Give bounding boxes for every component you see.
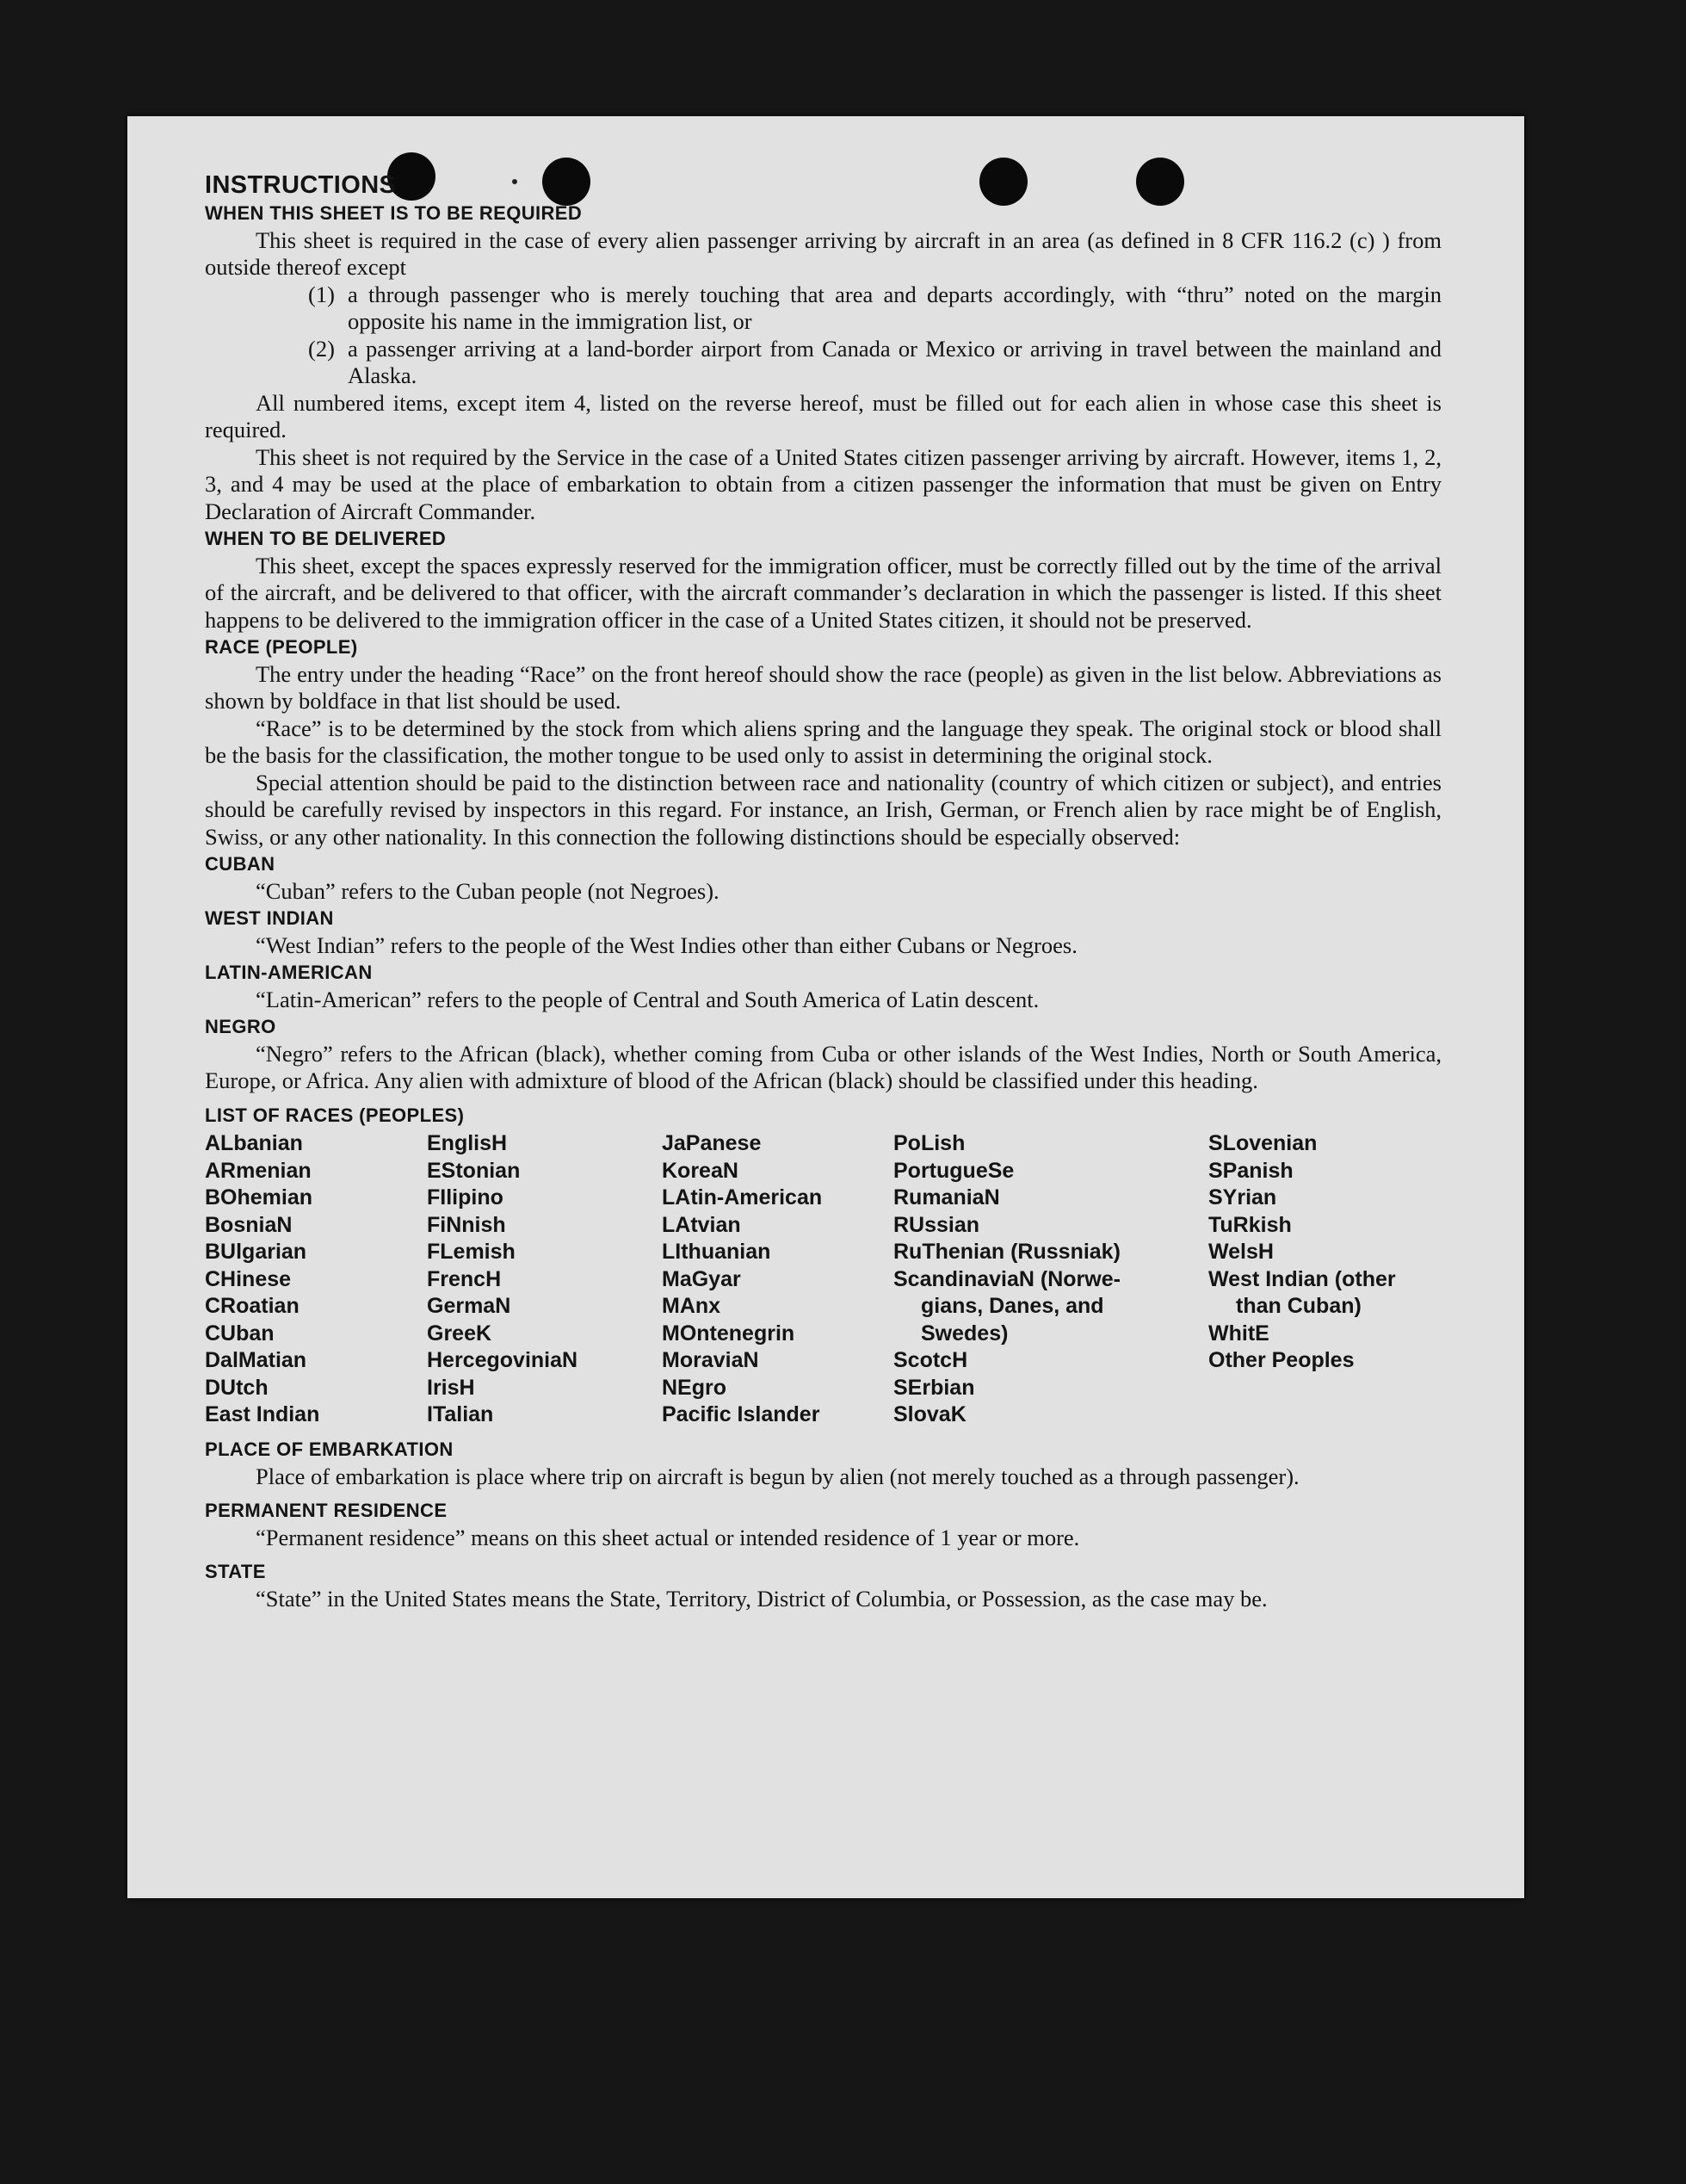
section-heading-state: STATE xyxy=(205,1561,266,1582)
race-entry: RUssian xyxy=(893,1212,980,1237)
section-heading-latin-american: LATIN-AMERICAN xyxy=(205,962,373,983)
race-entry: KoreaN xyxy=(662,1158,738,1183)
race-entry: West Indian (other xyxy=(1208,1266,1396,1291)
race-entry: BUlgarian xyxy=(205,1240,307,1264)
race-entry: NEgro xyxy=(662,1375,726,1400)
paragraph: The entry under the heading “Race” on the front hereof should show the race (people) as given in the list below. Abbreviations as shown by boldface in that list should be used. xyxy=(205,660,1442,714)
race-entry: MAnx xyxy=(662,1294,721,1318)
race-entry: FLemish xyxy=(427,1240,516,1264)
item-number: (2) xyxy=(308,335,335,362)
race-entry: SPanish xyxy=(1208,1158,1294,1183)
race-entry: Other Peoples xyxy=(1208,1348,1355,1372)
race-entry: PoLish xyxy=(893,1131,966,1155)
race-entry: EStonian xyxy=(427,1158,521,1183)
race-column xyxy=(662,1130,822,1429)
section-heading-when-delivered: WHEN TO BE DELIVERED xyxy=(205,528,447,549)
definition: “State” in the United States means the State, Territory, District of Columbia, or Possession, as the case may be. xyxy=(256,1585,1268,1612)
race-entry: ScandinaviaN (Norwe- xyxy=(893,1266,1121,1291)
race-column xyxy=(893,1130,1121,1429)
definition: “West Indian” refers to the people of the West Indies other than either Cubans or Negroes. xyxy=(256,931,1078,958)
race-entry: MOntenegrin xyxy=(662,1321,795,1346)
exception-item xyxy=(205,282,1442,336)
section-heading-west-indian: WEST INDIAN xyxy=(205,907,334,929)
race-entry: LIthuanian xyxy=(662,1240,771,1264)
race-entry: TuRkish xyxy=(1208,1212,1292,1237)
item-number: (1) xyxy=(308,281,335,307)
definition: Place of embarkation is place where trip on aircraft is begun by alien (not merely touched as a through passenger). xyxy=(256,1463,1300,1489)
definition: “Cuban” refers to the Cuban people (not Negroes). xyxy=(256,877,719,904)
paragraph: All numbered items, except item 4, listed on the reverse hereof, must be filled out for each alien in whose case this sheet is required. xyxy=(205,389,1442,442)
page-title: INSTRUCTIONS xyxy=(205,171,397,199)
race-column xyxy=(1208,1130,1396,1375)
race-column xyxy=(427,1130,577,1429)
section-heading-cuban: CUBAN xyxy=(205,853,275,875)
race-entry: SYrian xyxy=(1208,1185,1277,1210)
race-entry: CRoatian xyxy=(205,1294,300,1318)
race-entry: Pacific Islander xyxy=(662,1402,820,1426)
race-entry: gians, Danes, and xyxy=(921,1294,1104,1318)
race-entry: SlovaK xyxy=(893,1402,967,1426)
race-entry: ALbanian xyxy=(205,1131,303,1155)
race-entry: CUban xyxy=(205,1321,275,1346)
race-entry: DalMatian xyxy=(205,1348,307,1372)
section-heading-negro: NEGRO xyxy=(205,1016,276,1037)
race-entry: WhitE xyxy=(1208,1321,1269,1346)
paragraph: Special attention should be paid to the distinction between race and nationality (country of which citizen or subject), and entries should be carefully revised by inspectors in this regard. For instance, an Irish, German, or French alien by race might be of English, Swiss, or any other nationality. In this connection the following distinctions should be especially observed: xyxy=(205,769,1442,850)
section-heading-residence: PERMANENT RESIDENCE xyxy=(205,1500,448,1521)
race-entry: BOhemian xyxy=(205,1185,313,1210)
race-entry: SLovenian xyxy=(1208,1131,1318,1155)
race-entry: RuThenian (Russniak) xyxy=(893,1240,1121,1264)
section-heading-when-required: WHEN THIS SHEET IS TO BE REQUIRED xyxy=(205,202,583,224)
document-sheet xyxy=(127,116,1524,1898)
paragraph: This sheet is not required by the Service in the case of a United States citizen passenger arriving by aircraft. However, items 1, 2, 3, and 4 may be used at the place of embarkation to obtain from a citizen passenger the information that must be given on Entry Declaration of Aircraft Commander. xyxy=(205,443,1442,524)
race-entry: DUtch xyxy=(205,1375,269,1400)
paragraph: This sheet is required in the case of every alien passenger arriving by aircraft in an area (as defined in 8 CFR 116.2 (c) ) from outside thereof except xyxy=(205,226,1442,280)
section-heading-list-of-races: LIST OF RACES (PEOPLES) xyxy=(205,1104,465,1126)
race-entry: GermaN xyxy=(427,1294,511,1318)
race-entry: ARmenian xyxy=(205,1158,312,1183)
section-heading-embarkation: PLACE OF EMBARKATION xyxy=(205,1438,454,1460)
race-entry: FIlipino xyxy=(427,1185,503,1210)
definition: “Negro” refers to the African (black), whether coming from Cuba or other islands of the West Indies, North or South America, Europe, or Africa. Any alien with admixture of blood of the African (black) should be classified under this heading. xyxy=(205,1040,1442,1093)
race-entry: Swedes) xyxy=(921,1321,1009,1346)
race-entry: HercegoviniaN xyxy=(427,1348,578,1372)
race-entry: ITalian xyxy=(427,1402,494,1426)
race-entry: East Indian xyxy=(205,1402,320,1426)
race-entry: IrisH xyxy=(427,1375,475,1400)
race-entry: BosniaN xyxy=(205,1212,293,1237)
paragraph: This sheet, except the spaces expressly reserved for the immigration officer, must be correctly filled out by the time of the arrival of the aircraft, and be delivered to that officer, with the aircraft commander’s declaration in which the passenger is listed. If this sheet happens to be delivered to the immigration officer in the case of a United States citizen, it should not be preserved. xyxy=(205,552,1442,633)
exception-item xyxy=(205,336,1442,390)
item-text: a passenger arriving at a land-border airport from Canada or Mexico or arriving in travel between the mainland and Alaska. xyxy=(348,335,1442,388)
race-entry: FiNnish xyxy=(427,1212,506,1237)
race-entry: CHinese xyxy=(205,1266,292,1291)
item-text: a through passenger who is merely touching that area and departs accordingly, with “thru” noted on the margin opposite his name in the immigration list, or xyxy=(348,281,1442,334)
race-entry: MoraviaN xyxy=(662,1348,759,1372)
race-entry: FrencH xyxy=(427,1266,502,1291)
race-entry: GreeK xyxy=(427,1321,492,1346)
section-heading-race: RACE (PEOPLE) xyxy=(205,636,358,658)
definition: “Permanent residence” means on this sheet actual or intended residence of 1 year or more. xyxy=(256,1524,1080,1550)
race-entry: LAtin-American xyxy=(662,1185,823,1210)
race-entry: SErbian xyxy=(893,1375,975,1400)
definition: “Latin-American” refers to the people of Central and South America of Latin descent. xyxy=(256,986,1040,1012)
race-entry: LAtvian xyxy=(662,1212,741,1237)
race-entry: MaGyar xyxy=(662,1266,741,1291)
race-entry: PortugueSe xyxy=(893,1158,1015,1183)
race-entry: RumaniaN xyxy=(893,1185,1000,1210)
race-entry: EnglisH xyxy=(427,1131,508,1155)
race-entry: WelsH xyxy=(1208,1240,1274,1264)
race-entry: ScotcH xyxy=(893,1348,968,1372)
race-list xyxy=(205,1130,1442,1436)
race-entry: than Cuban) xyxy=(1236,1294,1362,1318)
race-entry: JaPanese xyxy=(662,1131,762,1155)
instructions-body xyxy=(205,170,1442,1612)
race-column xyxy=(205,1130,319,1429)
paragraph: “Race” is to be determined by the stock from which aliens spring and the language they speak. The original stock or blood shall be the basis for the classification, the mother tongue to be used only to assist in determining the original stock. xyxy=(205,715,1442,768)
